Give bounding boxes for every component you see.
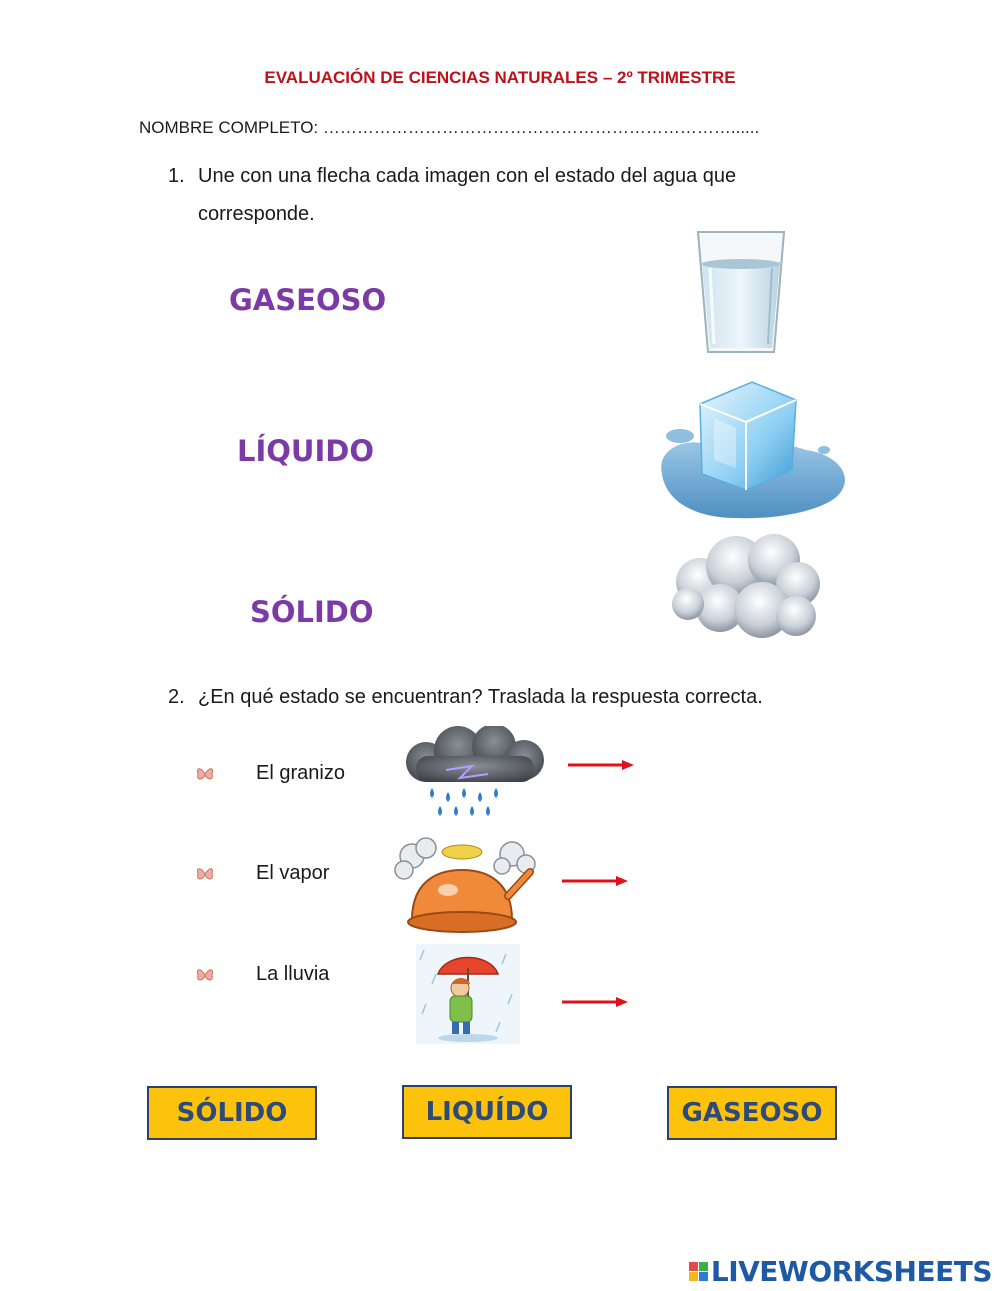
melting-ice-cube-image[interactable] <box>656 378 852 524</box>
question-1-number: 1. <box>168 165 185 187</box>
item-granizo-label: El granizo <box>256 762 345 784</box>
butterfly-bullet-icon <box>196 967 214 983</box>
brand-name: LIVEWORKSHEETS <box>710 1255 992 1288</box>
arrow-right-icon <box>562 995 628 1009</box>
state-label-liquido[interactable]: LÍQUIDO <box>237 434 374 468</box>
state-label-gaseoso[interactable]: GASEOSO <box>229 283 387 317</box>
worksheet-title: EVALUACIÓN DE CIENCIAS NATURALES – 2º TRIMESTRE <box>264 68 736 87</box>
question-1 <box>168 157 868 237</box>
question-2-text: ¿En qué estado se encuentran? Traslada la respuesta correcta. <box>198 686 763 708</box>
butterfly-bullet-icon <box>196 866 214 882</box>
arrow-right-icon <box>568 758 634 772</box>
glass-of-water-image[interactable] <box>694 228 788 356</box>
child-in-rain-image[interactable] <box>416 944 520 1044</box>
cloud-image[interactable] <box>664 530 824 642</box>
question-1-text-line1: Une con una flecha cada imagen con el estado del agua que <box>198 165 737 187</box>
item-vapor-label: El vapor <box>256 862 330 884</box>
hail-storm-cloud-image[interactable] <box>402 726 546 824</box>
answer-solido-button[interactable]: SÓLIDO <box>147 1086 317 1140</box>
answer-liquido-button[interactable]: LIQUÍDO <box>402 1085 572 1139</box>
question-1-text-line2: corresponde. <box>198 203 315 225</box>
liveworksheets-logo-icon <box>689 1262 708 1281</box>
answer-gaseoso-button[interactable]: GASEOSO <box>667 1086 837 1140</box>
item-lluvia-label: La lluvia <box>256 963 330 985</box>
state-label-solido[interactable]: SÓLIDO <box>250 595 374 629</box>
question-2 <box>168 678 888 716</box>
steaming-kettle-image[interactable] <box>390 834 538 938</box>
arrow-right-icon <box>562 874 628 888</box>
question-2-number: 2. <box>168 686 185 708</box>
full-name-field[interactable]: NOMBRE COMPLETO: ………………………………………………………………...... <box>139 118 760 137</box>
butterfly-bullet-icon <box>196 766 214 782</box>
liveworksheets-logo[interactable] <box>689 1255 992 1288</box>
